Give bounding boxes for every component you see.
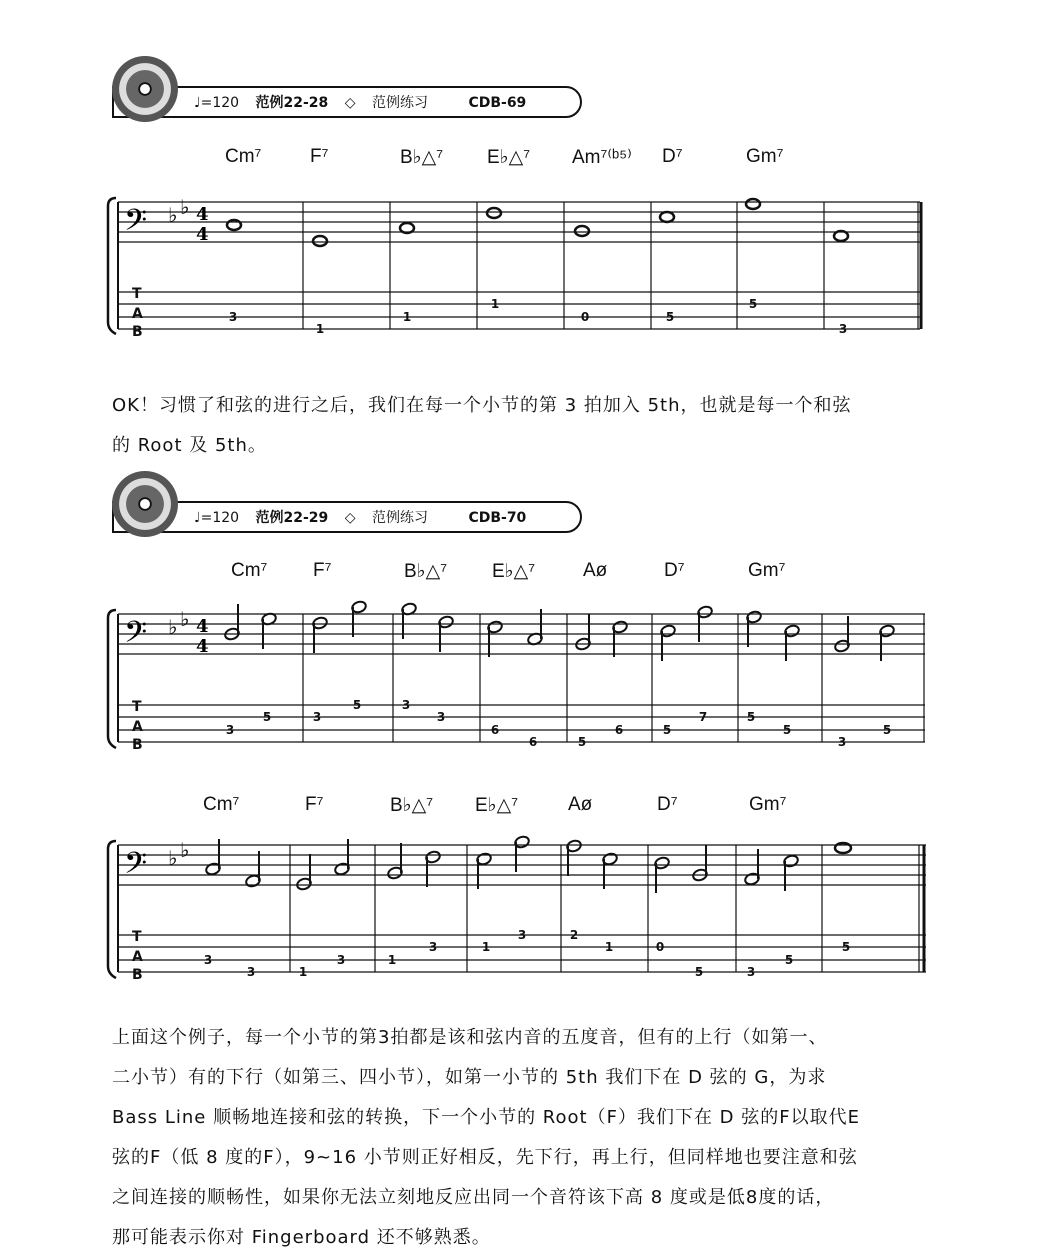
- tab-fret-number: 3: [436, 710, 446, 724]
- tab-fret-number: 3: [401, 698, 411, 712]
- tab-fret-number: 3: [203, 953, 213, 967]
- chord-name: F⁷: [305, 794, 324, 815]
- paragraph-line: 的 Root 及 5th。: [112, 435, 267, 456]
- paragraph-line: Bass Line 顺畅地连接和弦的转换，下一个小节的 Root（F）我们下在 D 弦的F以取代E: [112, 1107, 860, 1128]
- cd-disc-icon: [112, 471, 178, 537]
- time-sig: 4: [196, 616, 209, 637]
- bass-clef-icon: 𝄢: [124, 616, 148, 657]
- chord-row-2: [0, 560, 1050, 590]
- tab-fret-number: 5: [665, 310, 675, 324]
- example-header-text-1: [194, 92, 538, 112]
- tab-fret-number: 5: [577, 735, 587, 749]
- paragraph-line: 二小节）有的下行（如第三、四小节），如第一小节的 5th 我们下在 D 弦的 G，为求: [112, 1067, 827, 1088]
- chord-name: F⁷: [310, 146, 329, 167]
- chord-name: D⁷: [664, 560, 685, 581]
- tab-fret-number: 0: [655, 940, 665, 954]
- chord-name: E♭△⁷: [492, 561, 536, 582]
- flat-icon: ♭: [168, 203, 178, 227]
- time-sig: 4: [196, 204, 209, 225]
- tab-fret-number: 5: [748, 297, 758, 311]
- paragraph-line: OK！习惯了和弦的进行之后，我们在每一个小节的第 3 拍加入 5th，也就是每一个和弦: [112, 395, 852, 416]
- tab-fret-number: 1: [481, 940, 491, 954]
- tab-fret-number: 3: [312, 710, 322, 724]
- tab-fret-number: 1: [604, 940, 614, 954]
- tab-fret-number: 3: [225, 723, 235, 737]
- tab-fret-number: 3: [336, 953, 346, 967]
- tab-fret-number: 2: [569, 928, 579, 942]
- example-number: 范例22-29: [255, 510, 329, 526]
- chord-name: E♭△⁷: [487, 147, 531, 168]
- chord-name: B♭△⁷: [400, 147, 444, 168]
- tab-fret-number: 5: [352, 698, 362, 712]
- tab-letter-b: B: [132, 324, 143, 340]
- tab-fret-number: 1: [387, 953, 397, 967]
- tab-fret-number: 1: [490, 297, 500, 311]
- staff-system-3: [0, 835, 1050, 995]
- tab-fret-number: 5: [784, 953, 794, 967]
- flat-icon: ♭: [180, 607, 190, 631]
- cd-disc-icon: [112, 56, 178, 122]
- tab-letter-t: T: [132, 929, 142, 945]
- chord-name: Cm⁷: [225, 146, 262, 167]
- example-header-text-2: [194, 507, 538, 527]
- time-sig: 4: [196, 636, 209, 657]
- chord-name: B♭△⁷: [390, 795, 434, 816]
- tab-fret-number: 5: [746, 710, 756, 724]
- cd-track-label: CDB-70: [468, 510, 527, 526]
- tempo-marking: ♩=120: [194, 510, 240, 526]
- tab-fret-number: 5: [262, 710, 272, 724]
- tab-fret-number: 5: [694, 965, 704, 979]
- tab-fret-number: 1: [315, 322, 325, 336]
- tab-fret-number: 6: [490, 723, 500, 737]
- example-label: 范例练习: [371, 95, 428, 111]
- paragraph-line: 弦的F（低 8 度的F），9~16 小节则正好相反，先下行，再上行，但同样地也要注意和弦: [112, 1147, 858, 1168]
- chord-name: Cm⁷: [203, 794, 240, 815]
- chord-name: Cm⁷: [231, 560, 268, 581]
- tab-fret-number: 3: [838, 322, 848, 336]
- tab-fret-number: 3: [246, 965, 256, 979]
- tab-letter-b: B: [132, 967, 143, 983]
- explanation-paragraph-2: [112, 1018, 932, 1258]
- tab-fret-number: 0: [580, 310, 590, 324]
- tab-letter-t: T: [132, 699, 142, 715]
- chord-name: F⁷: [313, 560, 332, 581]
- flat-icon: ♭: [168, 846, 178, 870]
- tab-letter-b: B: [132, 737, 143, 753]
- tab-fret-number: 3: [837, 735, 847, 749]
- time-sig: 4: [196, 224, 209, 245]
- tab-fret-number: 3: [428, 940, 438, 954]
- flat-icon: ♭: [180, 838, 190, 862]
- chord-name: D⁷: [657, 794, 678, 815]
- explanation-paragraph-1: [112, 386, 932, 466]
- bass-clef-icon: 𝄢: [124, 847, 148, 888]
- tab-fret-number: 5: [882, 723, 892, 737]
- staff-system-1: [0, 190, 1050, 350]
- paragraph-line: 之间连接的顺畅性，如果你无法立刻地反应出同一个音符该下高 8 度或是低8度的话，: [112, 1187, 835, 1208]
- example-header-banner-1: [112, 86, 582, 118]
- tab-letter-a: A: [132, 306, 143, 322]
- chord-name: Aø: [568, 794, 593, 815]
- paragraph-line: 那可能表示你对 Fingerboard 还不够熟悉。: [112, 1227, 491, 1248]
- chord-name: Aø: [583, 560, 608, 581]
- example-label: 范例练习: [371, 510, 428, 526]
- tab-fret-number: 5: [662, 723, 672, 737]
- tab-letter-a: A: [132, 719, 143, 735]
- chord-name: Gm⁷: [746, 146, 784, 167]
- paragraph-line: 上面这个例子，每一个小节的第3拍都是该和弦内音的五度音，但有的上行（如第一、: [112, 1027, 828, 1048]
- example-header-banner-2: [112, 501, 582, 533]
- tab-fret-number: 3: [228, 310, 238, 324]
- chord-name: Gm⁷: [749, 794, 787, 815]
- cd-track-label: CDB-69: [468, 95, 527, 111]
- chord-name: Am⁷⁽ᵇ⁵⁾: [572, 147, 632, 168]
- tab-fret-number: 6: [528, 735, 538, 749]
- flat-icon: ♭: [180, 195, 190, 219]
- staff-system-2: [0, 600, 1050, 760]
- tab-fret-number: 3: [517, 928, 527, 942]
- tab-fret-number: 5: [782, 723, 792, 737]
- tab-fret-number: 1: [298, 965, 308, 979]
- chord-name: D⁷: [662, 146, 683, 167]
- tab-fret-number: 1: [402, 310, 412, 324]
- diamond-icon: ◇: [344, 95, 356, 111]
- chord-name: Gm⁷: [748, 560, 786, 581]
- tab-fret-number: 7: [698, 710, 708, 724]
- chord-name: B♭△⁷: [404, 561, 448, 582]
- chord-row-3: [0, 794, 1050, 824]
- flat-icon: ♭: [168, 615, 178, 639]
- chord-row-1: [0, 146, 1050, 176]
- tab-letter-t: T: [132, 286, 142, 302]
- tab-fret-number: 3: [746, 965, 756, 979]
- bass-clef-icon: 𝄢: [124, 204, 148, 245]
- diamond-icon: ◇: [344, 510, 356, 526]
- tab-letter-a: A: [132, 949, 143, 965]
- example-number: 范例22-28: [255, 95, 329, 111]
- tab-fret-number: 6: [614, 723, 624, 737]
- tempo-marking: ♩=120: [194, 95, 240, 111]
- chord-name: E♭△⁷: [475, 795, 519, 816]
- tab-fret-number: 5: [841, 940, 851, 954]
- barlines-1: [303, 202, 921, 329]
